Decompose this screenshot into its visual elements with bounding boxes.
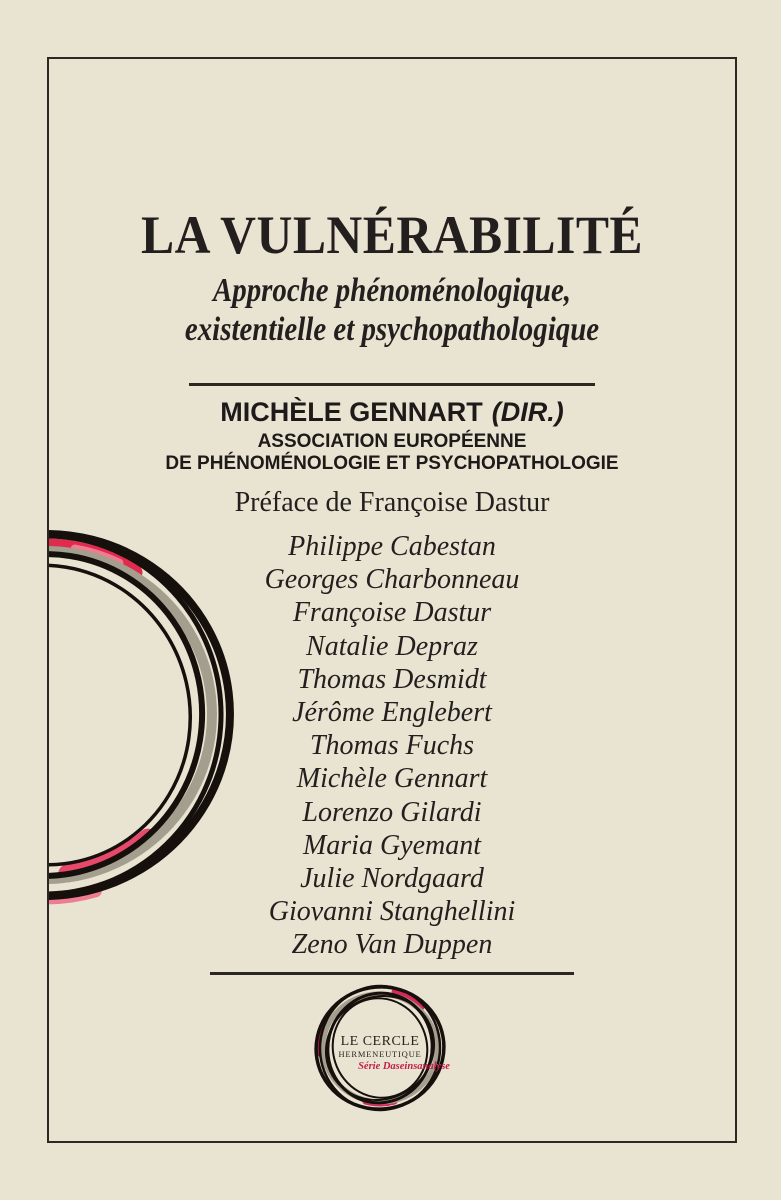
contributor-name: Françoise Dastur: [292, 597, 492, 629]
association: [49, 431, 735, 474]
contributor-name: Giovanni Stanghellini: [268, 896, 516, 928]
publisher-series: Série Daseinsanalyse: [358, 1061, 450, 1072]
contributor-name: Michèle Gennart: [296, 763, 488, 795]
contributors-list: [49, 530, 735, 962]
subtitle-line-1: Approche phénoménologique,: [212, 272, 572, 309]
divider-top: [189, 383, 595, 386]
editor-role: (DIR.): [491, 397, 564, 427]
contributor-name: Thomas Fuchs: [309, 730, 475, 762]
preface-credit: Préface de Françoise Dastur: [234, 487, 550, 518]
contributor-name: Thomas Desmidt: [297, 663, 487, 695]
publisher-name-line-2: HERMENEUTIQUE: [338, 1049, 422, 1059]
editor-line: [49, 398, 735, 426]
publisher-name-line-1: LE CERCLE: [340, 1034, 420, 1049]
editor-name: MICHÈLE GENNART: [220, 397, 483, 427]
cover-frame: [47, 57, 737, 1143]
contributor-name: Georges Charbonneau: [264, 564, 520, 596]
contributor-name: Jérôme Englebert: [292, 697, 492, 729]
contributor-name: Maria Gyemant: [302, 829, 482, 861]
association-line-1: ASSOCIATION EUROPÉENNE: [257, 431, 527, 452]
book-subtitle: [100, 271, 683, 349]
contributor-name: Natalie Depraz: [306, 630, 478, 662]
contributor-name: Philippe Cabestan: [288, 531, 496, 562]
contributor-name: Julie Nordgaard: [300, 863, 484, 895]
publisher-logo: [300, 968, 460, 1128]
contributor-name: Lorenzo Gilardi: [302, 796, 482, 828]
book-title: LA VULNÉRABILITÉ: [140, 205, 644, 265]
association-line-2: DE PHÉNOMÉNOLOGIE ET PSYCHOPATHOLOGIE: [165, 452, 619, 474]
contributor-name: Zeno Van Duppen: [291, 929, 493, 961]
subtitle-line-2: existentielle et psychopathologique: [184, 311, 600, 348]
